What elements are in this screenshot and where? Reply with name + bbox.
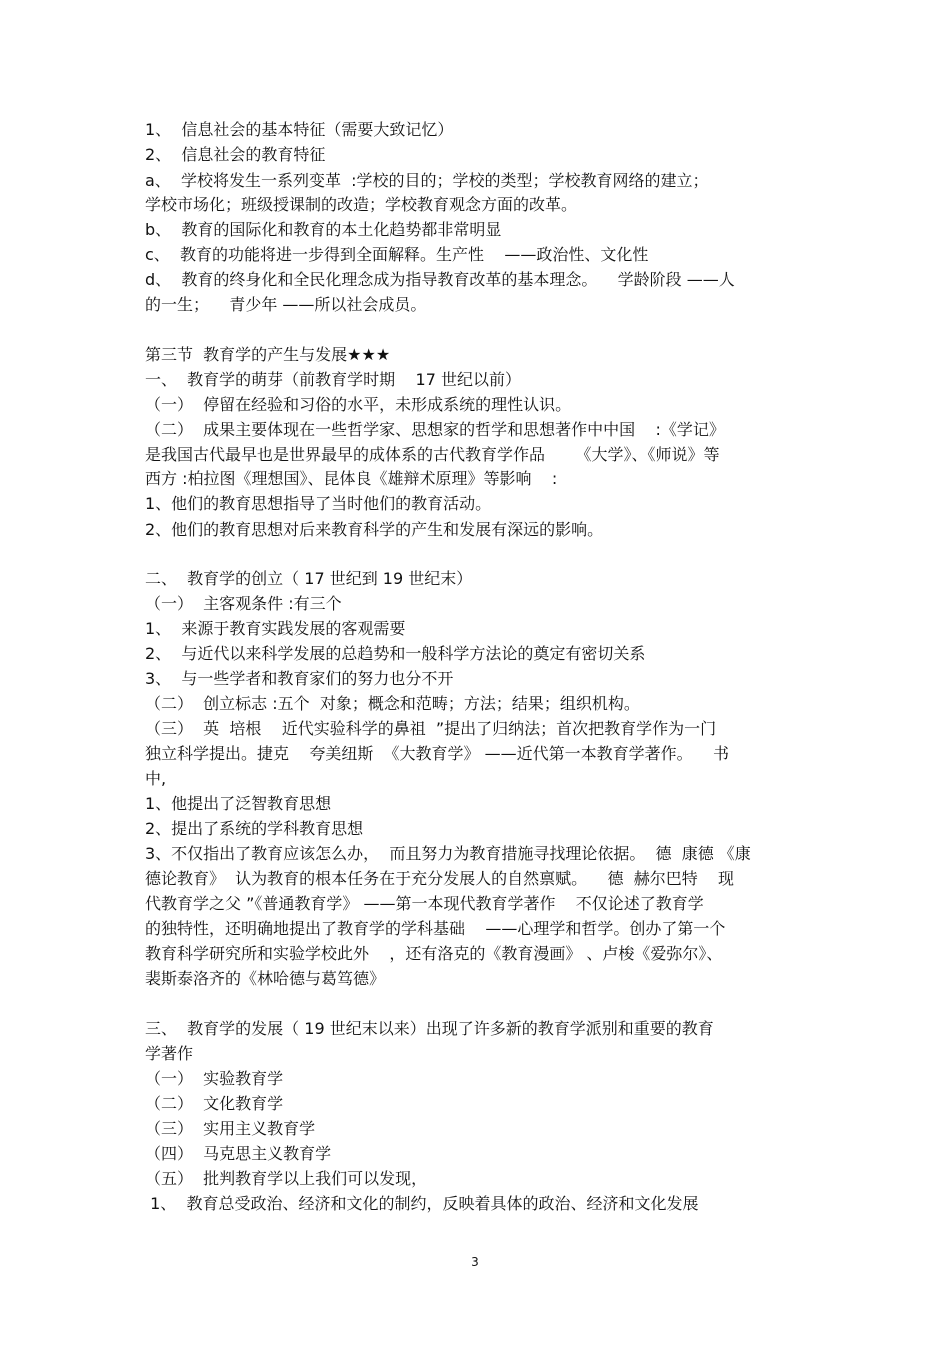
page-number: 3 [471,1255,479,1269]
text-line: a、 学校将发生一系列变革 :学校的目的；学校的类型；学校教育网络的建立； [145,171,709,190]
text-line: 2、他们的教育思想对后来教育科学的产生和发展有深远的影响。 [145,520,604,539]
text-line: 1、 教育总受政治、经济和文化的制约，反映着具体的政治、经济和文化发展 [145,1194,699,1213]
text-line: 教育科学研究所和实验学校此外 ，还有洛克的《教育漫画》 、卢梭《爱弥尔》、 [145,944,723,963]
text-line: 裴斯泰洛齐的《林哈德与葛笃德》 [145,969,386,988]
text-line: 1、他们的教育思想指导了当时他们的教育活动。 [145,494,492,513]
text-line: （一） 主客观条件 :有三个 [145,594,342,613]
text-line: 一、 教育学的萌芽（前教育学时期 17 世纪以前） [145,370,521,389]
text-line: 独立科学提出。捷克 夸美纽斯 《大教育学》 ——近代第一本教育学著作。 书 [145,744,729,763]
text-line: （二） 文化教育学 [145,1094,284,1113]
text-line: 2、 与近代以来科学发展的总趋势和一般科学方法论的奠定有密切关系 [145,644,646,663]
text-line: 1、 来源于教育实践发展的客观需要 [145,619,406,638]
text-line: c、 教育的功能将进一步得到全面解释。生产性 ——政治性、文化性 [145,245,649,264]
text-line: 西方 :柏拉图《理想国》、昆体良《雄辩术原理》等影响 : [145,469,558,488]
text-line: （五） 批判教育学以上我们可以发现， [145,1169,428,1188]
text-line: 2、提出了系统的学科教育思想 [145,819,364,838]
text-line: 1、他提出了泛智教育思想 [145,794,332,813]
text-line: （二） 创立标志 :五个 对象；概念和范畴；方法；结果；组织机构。 [145,694,640,713]
text-line: 第三节 教育学的产生与发展★★★ [145,345,391,364]
text-line: 的独特性，还明确地提出了教育学的学科基础 ——心理学和哲学。创办了第一个 [145,919,726,938]
text-line: 是我国古代最早也是世界最早的成体系的古代教育学作品 《大学》、《师说》等 [145,445,720,464]
text-line: 二、 教育学的创立（ 17 世纪到 19 世纪末） [145,569,473,588]
text-line: 3、不仅指出了教育应该怎么办， 而且努力为教育措施寻找理论依据。 德 康德 《康 [145,844,751,863]
text-line: 学著作 [145,1044,194,1063]
text-line: 2、 信息社会的教育特征 [145,145,326,164]
text-line: d、 教育的终身化和全民化理念成为指导教育改革的基本理念。 学龄阶段 ——人 [145,270,735,289]
text-line: （三） 英 培根 近代实验科学的鼻祖 ”提出了归纳法；首次把教育学作为一门 [145,719,717,738]
text-line: 学校市场化；班级授课制的改造；学校教育观念方面的改革。 [145,195,578,214]
text-line: b、 教育的国际化和教育的本土化趋势都非常明显 [145,220,502,239]
text-line: 的一生； 青少年 ——所以社会成员。 [145,295,427,314]
text-line: 3、 与一些学者和教育家们的努力也分不开 [145,669,454,688]
text-line: （四） 马克思主义教育学 [145,1144,332,1163]
text-line: （一） 实验教育学 [145,1069,284,1088]
text-line: （一） 停留在经验和习俗的水平，未形成系统的理性认识。 [145,395,572,414]
text-line: 1、 信息社会的基本特征（需要大致记忆） [145,120,454,139]
text-line: 代教育学之父 ”《普通教育学》 ——第一本现代教育学著作 不仅论述了教育学 [145,894,704,913]
text-line: 三、 教育学的发展（ 19 世纪末以来）出现了许多新的教育学派别和重要的教育 [145,1019,714,1038]
text-line: （三） 实用主义教育学 [145,1119,316,1138]
text-line: 德论教育》 认为教育的根本任务在于充分发展人的自然禀赋。 德 赫尔巴特 现 [145,869,735,888]
text-line: 中, [145,769,167,788]
text-line: （二） 成果主要体现在一些哲学家、思想家的哲学和思想著作中中国 :《学记》 [145,420,725,439]
